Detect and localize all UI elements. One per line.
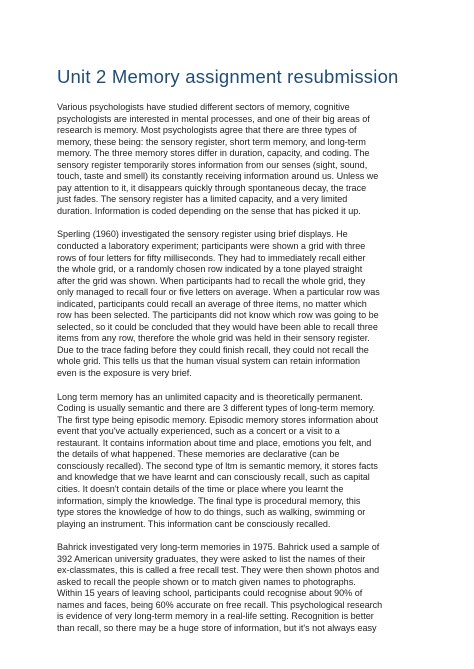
text-line: research is memory. Most psychologists agree that there are three types of [57, 125, 357, 136]
text-line: Bahrick investigated very long-term memories in 1975. Bahrick used a sample of [57, 542, 380, 553]
text-line: playing an instrument. This information cant be consciously recalled. [57, 518, 331, 529]
paragraph-sensory-register [57, 102, 404, 217]
text-line: Long term memory has an unlimited capacity and is theoretically permanent. [57, 391, 363, 402]
text-line: touch, taste and smell) its constantly receiving information around us. Unless we [57, 171, 379, 182]
text-line: restaurant. It contains information about time and place, emotions you felt, and [57, 437, 372, 448]
text-line: the details of what happened. These memories are declarative (can be [57, 449, 340, 460]
text-line: indicated, participants could recall an average of three items, no matter which [57, 298, 367, 309]
text-line: information, simply the knowledge. The final type is procedural memory, this [57, 495, 361, 506]
text-line: after the grid was shown. When participants had to recall the whole grid, they [57, 275, 366, 286]
text-line: is evidence of very long-term memory in a real-life setting. Recognition is better [57, 611, 374, 622]
text-line: just fades. The sensory register has a limited capacity, and a very limited [57, 194, 348, 205]
text-line: 392 American university graduates, they were asked to list the names of their [57, 553, 366, 564]
text-line: names and faces, being 60% accurate on free recall. This psychological research [57, 599, 383, 610]
paragraph-spacer [57, 380, 404, 392]
text-line: psychologists are interested in mental processes, and one of their big areas of [57, 113, 370, 124]
text-line: consciously recalled). The second type of ltm is semantic memory, it stores facts [57, 460, 378, 471]
text-line: than recall, so there may be a huge store of information, but it's not always easy [57, 622, 377, 633]
text-line: only managed to recall four or five letters on average. When a particular row was [57, 287, 380, 298]
text-line: and knowledge that we have learnt and can consciously recall, such as capital [57, 472, 370, 483]
text-line: asked to recall the people shown or to match given names to photographs. [57, 576, 356, 587]
text-line: rows of four letters for fifty milliseconds. They had to immediately recall either [57, 252, 366, 263]
text-line: row has been selected. The participants did not know which row was going to be [57, 310, 379, 321]
text-line: The first type being episodic memory. Episodic memory stores information about [57, 414, 379, 425]
text-line: items from any row, therefore the whole grid was held in their sensory register. [57, 333, 370, 344]
text-line: memory, these being: the sensory register, short term memory, and long-term [57, 136, 366, 147]
paragraph-bahrick [57, 542, 404, 634]
text-line: conducted a laboratory experiment; participants were shown a grid with three [57, 241, 366, 252]
text-line: sensory register temporarily stores information from our senses (sight, sound, [57, 159, 368, 170]
paragraph-spacer [57, 530, 404, 542]
text-line: cities. It doesn't contain details of the time or place where you learnt the [57, 483, 344, 494]
text-line: Various psychologists have studied different sectors of memory, cognitive [57, 102, 350, 112]
text-line: event that you've actually experienced, such as a concert or a visit to a [57, 426, 340, 437]
text-line: Within 15 years of leaving school, participants could recognise about 90% of [57, 588, 363, 599]
text-line: pay attention to it, it disappears quickly through spontaneous decay, the trace [57, 182, 367, 193]
text-line: Sperling (1960) investigated the sensory register using brief displays. He [57, 229, 348, 240]
text-line: even is the exposure is very brief. [57, 368, 192, 379]
text-line: selected, so it could be concluded that they would have been able to recall three [57, 321, 378, 332]
text-line: type stores the knowledge of how to do things, such as walking, swimming or [57, 507, 366, 518]
text-line: whole grid. This tells us that the human visual system can retain information [57, 356, 361, 367]
text-line: Due to the trace fading before they could finish recall, they could not recall the [57, 344, 369, 355]
paragraph-long-term-memory [57, 392, 404, 531]
paragraph-sperling [57, 229, 404, 379]
text-line: memory. The three memory stores differ in duration, capacity, and coding. The [57, 148, 370, 159]
text-line: ex-classmates, this is called a free recall test. They were then shown photos and [57, 565, 380, 576]
text-line: duration. Information is coded depending on the sense that has picked it up. [57, 205, 361, 216]
paragraph-spacer [57, 217, 404, 229]
text-line: the whole grid, or a randomly chosen row indicated by a tone played straight [57, 264, 363, 275]
text-line: Coding is usually semantic and there are 3 different types of long-term memory. [57, 403, 375, 414]
document-title: Unit 2 Memory assignment resubmission [57, 66, 399, 87]
